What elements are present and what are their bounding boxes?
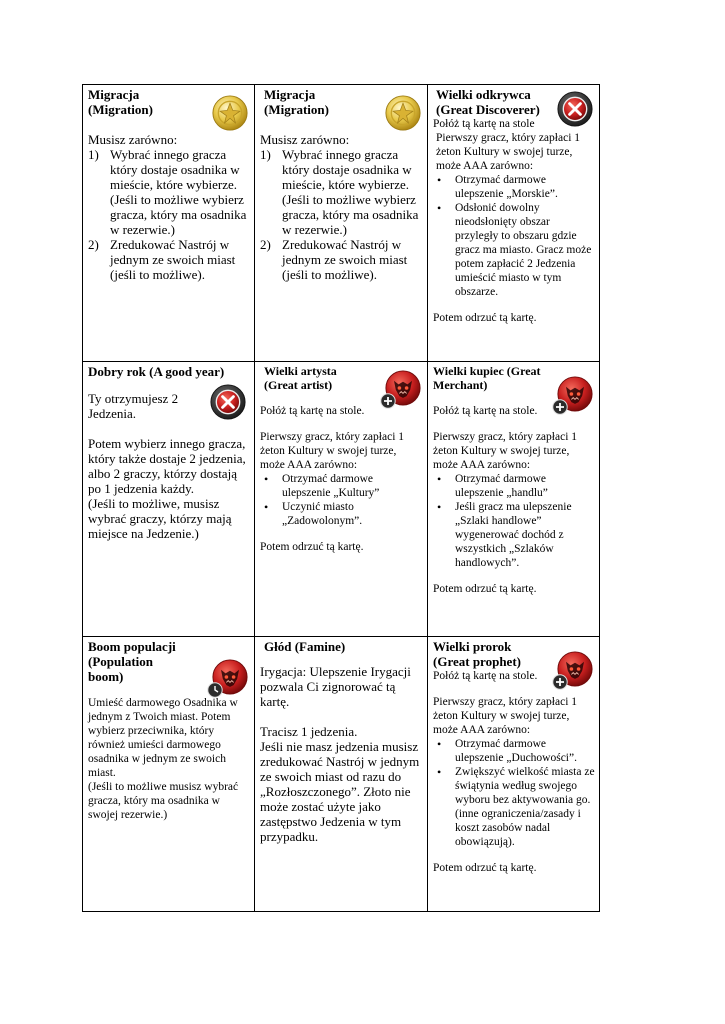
card-line: Pierwszy gracz, który zapłaci 1 żeton Kultury w swojej turze, może AAA zarówno:: [260, 431, 405, 471]
card-footer: Potem odrzuć tą kartę.: [260, 541, 364, 553]
gold-emblem-icon: [385, 95, 421, 131]
card-population-boom: [83, 637, 255, 912]
card-bullets: [260, 472, 423, 528]
card-line: Połóż tą kartę na stole: [433, 118, 535, 130]
card-title: Migracja (Migration): [88, 87, 153, 117]
card-line: Umieść darmowego Osadnika w jednym z Twoich miast. Potem wybierz przeciwnika, który również umieści darmowego osadnika w jednym ze swoich miast. (Jeśli to możliwe musisz wybrać gracza, który ma osadnika w swojej rezerwie.): [88, 697, 239, 821]
card-steps: [88, 147, 250, 282]
card-title: Wielki odkrywca (Great Discoverer): [436, 87, 540, 117]
card-title: Boom populacji (Population boom): [88, 639, 176, 684]
list-item: • Otrzymać darmowe ulepszenie „Kultury”: [260, 472, 423, 500]
card-great-artist: [255, 362, 428, 637]
list-item: • Odsłonić dowolny nieodsłonięty obszar przyległy to obszaru gdzie gracz ma miasto. Gracz może potem zapłacić 2 Jedzenia umieścić miasto w tym obszarze.: [433, 201, 595, 299]
card-line: Połóż tą kartę na stole.: [260, 405, 365, 417]
card-great-merchant: [428, 362, 600, 637]
card-title: Wielki prorok (Great prophet): [433, 639, 521, 669]
card-great-prophet: [428, 637, 600, 912]
list-item: 1) Wybrać innego gracza który dostaje osadnika w mieście, które wybierze. (Jeśli to możliwe wybierz gracza, który ma osadnika w rezerwie.): [260, 147, 419, 237]
card-migration-1: [83, 85, 255, 362]
card-line: Pierwszy gracz, który zapłaci 1 żeton Kultury w swojej turze, może AAA zarówno:: [433, 431, 578, 471]
red-beast-plus-icon: [557, 651, 593, 687]
red-x-icon: [557, 91, 593, 127]
red-beast-plus-icon: [557, 376, 593, 412]
list-item: • Otrzymać darmowe ulepszenie „Morskie”.: [433, 173, 595, 201]
card-steps: [260, 147, 423, 282]
list-item: 2) Zredukować Nastrój w jednym ze swoich miast (jeśli to możliwe).: [88, 237, 236, 282]
gold-emblem-icon: [212, 95, 248, 131]
card-title: Wielki artysta (Great artist): [264, 364, 337, 392]
card-good-year: [83, 362, 255, 637]
card-line: Potem wybierz innego gracza, który także dostaje 2 jedzenia, albo 2 graczy, którzy dostają po 1 jedzenia każdy.: [88, 436, 246, 496]
card-line: Pierwszy gracz, który zapłaci 1 żeton Kultury w swojej turze, może AAA zarówno:: [436, 132, 581, 172]
red-beast-plus-icon: [385, 370, 421, 406]
card-table: [82, 84, 600, 912]
card-line: (Jeśli to możliwe, musisz wybrać graczy, którzy mają miejsce na Jedzenie.): [88, 496, 232, 541]
card-title: Migracja (Migration): [264, 87, 329, 117]
card-footer: Potem odrzuć tą kartę.: [433, 312, 537, 324]
list-item: • Otrzymać darmowe ulepszenie „Duchowości”.: [433, 737, 595, 765]
card-footer: Potem odrzuć tą kartę.: [433, 862, 537, 874]
card-line: Połóż tą kartę na stole.: [433, 405, 538, 417]
card-title: Dobry rok (A good year): [88, 364, 225, 379]
plus-icon: [380, 393, 396, 409]
card-line: Irygacja: Ulepszenie Irygacji pozwala Ci zignorować tą kartę.: [260, 664, 411, 709]
card-intro: Musisz zarówno:: [260, 132, 350, 147]
clock-icon: [207, 682, 223, 698]
red-beast-clock-icon: [212, 659, 248, 695]
card-bullets: [433, 737, 595, 849]
card-famine: [255, 637, 428, 912]
card-migration-2: [255, 85, 428, 362]
card-intro: Musisz zarówno:: [88, 132, 178, 147]
card-line: Tracisz 1 jedzenia.: [260, 724, 358, 739]
card-line: Pierwszy gracz, który zapłaci 1 żeton Kultury w swojej turze, może AAA zarówno:: [433, 696, 578, 736]
list-item: • Otrzymać darmowe ulepszenie „handlu”: [433, 472, 595, 500]
red-x-icon: [210, 384, 246, 420]
card-bullets: [433, 472, 595, 570]
card-line: Połóż tą kartę na stole.: [433, 670, 538, 682]
card-title: Głód (Famine): [264, 639, 346, 654]
card-bullets: [433, 173, 595, 299]
card-line: Jeśli nie masz jedzenia musisz zredukować Nastrój w jednym ze swoich miast od razu do „Rozłoszczonego”. Złoto nie może zostać użyte jako zastępstwo Jedzenia w tym przypadku.: [260, 739, 420, 844]
card-footer: Potem odrzuć tą kartę.: [433, 583, 537, 595]
list-item: • Jeśli gracz ma ulepszenie „Szlaki handlowe” wygenerować dochód z wszystkich „Szlaków handlowych”.: [433, 500, 595, 570]
list-item: 2) Zredukować Nastrój w jednym ze swoich miast (jeśli to możliwe).: [260, 237, 408, 282]
card-great-discoverer: [428, 85, 600, 362]
list-item: • Uczynić miasto „Zadowolonym”.: [260, 500, 423, 528]
list-item: 1) Wybrać innego gracza który dostaje osadnika w mieście, które wybierze. (Jeśli to możliwe wybierz gracza, który ma osadnika w rezerwie.): [88, 147, 247, 237]
plus-icon: [552, 674, 568, 690]
card-line: Ty otrzymujesz 2 Jedzenia.: [88, 391, 179, 421]
list-item: • Zwiększyć wielkość miasta ze świątynia według swojego wyboru bez aktywowania go. (inne ograniczenia/zasady i koszt zasobów nadal obowiązują).: [433, 765, 595, 849]
card-title: Wielki kupiec (Great Merchant): [433, 364, 541, 392]
plus-icon: [552, 399, 568, 415]
